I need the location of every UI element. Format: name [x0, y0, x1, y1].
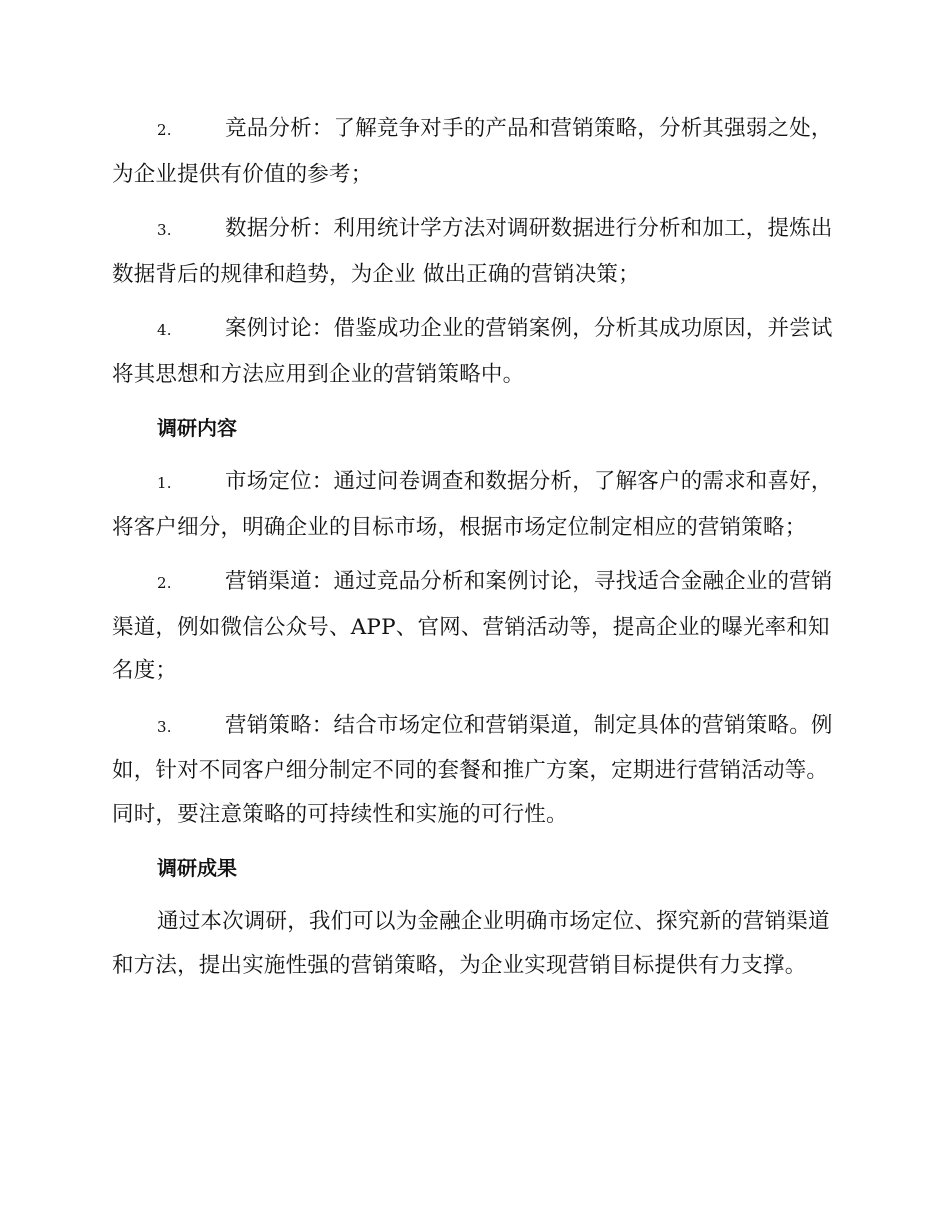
list-text: 市场定位：通过问卷调查和数据分析，了解客户的需求和喜好，将客户细分，明确企业的目标市场，根据市场定位制定相应的营销策略； [112, 469, 833, 540]
list-number: 3. [157, 717, 172, 736]
list-item [112, 107, 834, 196]
section-heading-results: 调研成果 [157, 856, 237, 880]
list-item [112, 560, 834, 693]
list-text: 数据分析：利用统计学方法对调研数据进行分析和加工，提炼出数据背后的规律和趋势，为企业 做出正确的营销决策； [112, 216, 833, 287]
list-text: 营销策略：结合市场定位和营销渠道，制定具体的营销策略。例如，针对不同客户细分制定不同的套餐和推广方案，定期进行营销活动等。同时，要注意策略的可持续性和实施的可行性。 [112, 712, 833, 827]
document-page [112, 107, 834, 987]
list-text: 竞品分析：了解竞争对手的产品和营销策略，分析其强弱之处，为企业提供有价值的参考； [112, 116, 833, 187]
list-number: 1. [157, 474, 172, 492]
results-paragraph: 通过本次调研，我们可以为金融企业明确市场定位、探究新的营销渠道和方法，提出实施性强的营销策略，为企业实现营销目标提供有力支撑。 [112, 909, 830, 978]
list-number: 4. [157, 321, 172, 339]
list-number: 3. [157, 221, 172, 239]
list-text: 营销渠道：通过竞品分析和案例讨论，寻找适合金融企业的营销渠道，例如微信公众号、APP、官网、营销活动等，提高企业的曝光率和知名度； [112, 569, 833, 683]
list-number: 2. [157, 121, 172, 139]
list-number: 2. [157, 574, 172, 592]
list-item [112, 207, 834, 296]
list-text: 案例讨论：借鉴成功企业的营销案例，分析其成功原因，并尝试将其思想和方法应用到企业的营销策略中。 [112, 316, 833, 387]
section-heading-content: 调研内容 [157, 416, 237, 440]
list-item [112, 704, 834, 837]
list-item [112, 307, 834, 396]
list-item [112, 460, 834, 549]
